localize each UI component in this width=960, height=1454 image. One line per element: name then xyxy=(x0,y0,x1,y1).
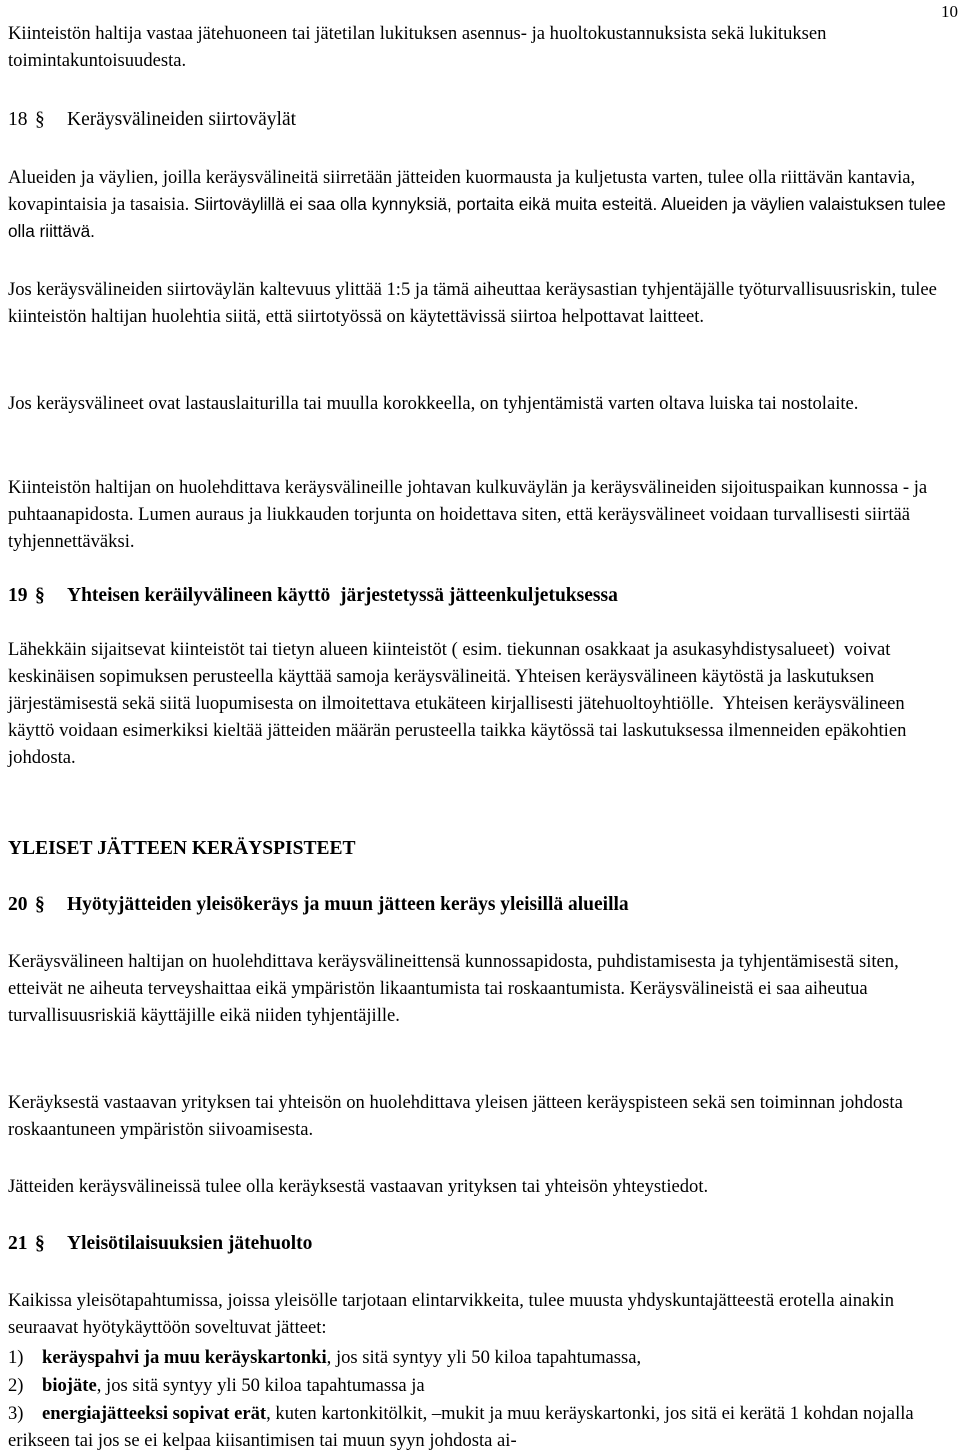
section-19-p1: Lähekkäin sijaitsevat kiinteistöt tai tietyn alueen kiinteistöt ( esim. tiekunnan osakkaat ja asukasyhdistysalueet) voivat keskinäisen sopimuksen perusteella käyttää samoja keräysvälineitä. Yhteisen keräysvälineen käytöstä ja laskutuksen järjestämisestä sekä siitä luopumisesta on ilmoitettava etukäteen kirjallisesti jätehuoltoyhtiölle. Yhteisen keräysvälineen käyttö voidaan esimerkiksi kieltää jätteiden määrän perusteella taikka käytössä tai laskutuksessa ilmenneiden epäkohtien johdosta. xyxy=(8,639,912,768)
section-21-heading xyxy=(8,1230,952,1257)
section-18-number: 18 xyxy=(8,109,28,130)
section-20-heading xyxy=(8,891,952,918)
page-number: 10 xyxy=(941,2,958,21)
section-20-symbol: § xyxy=(35,894,45,915)
section-21-number: 21 xyxy=(8,1233,28,1254)
section-19-paragraph-1 xyxy=(8,636,952,771)
section-18-heading xyxy=(8,106,952,133)
list-item xyxy=(8,1400,952,1454)
list-item xyxy=(8,1344,952,1371)
section-18-paragraph-2 xyxy=(8,276,952,330)
list-item-text: , jos sitä syntyy yli 50 kiloa tapahtumassa ja xyxy=(96,1375,425,1396)
section-19-title: Yhteisen keräilyvälineen käyttö järjestetyssä jätteenkuljetuksessa xyxy=(67,585,618,606)
section-18-p2: Jos keräysvälineiden siirtoväylän kaltevuus ylittää 1:5 ja tämä aiheuttaa keräysastian tyhjentäjälle työturvallisuusriskin, tulee kiinteistön haltijan huolehtia siitä, että siirtotyössä on käytettävissä siirtoa helpottavat laitteet. xyxy=(8,279,937,327)
section-20-p1: Keräysvälineen haltijan on huolehdittava keräysvälineittensä kunnossapidosta, puhdistamisesta ja tyhjentämisestä siten, etteivät ne aiheuta terveyshaittaa eikä ympäristön likaantumista tai roskaantumista. Keräysvälineistä ei saa aiheutua turvallisuusriskiä käyttäjille eikä niiden tyhjentäjille. xyxy=(8,951,899,1026)
list-item-marker: 1) xyxy=(8,1347,24,1368)
section-19-symbol: § xyxy=(35,585,45,606)
list-item-marker: 2) xyxy=(8,1375,24,1396)
section-20-p3: Jätteiden keräysvälineissä tulee olla keräyksestä vastaavan yrityksen tai yhteisön yhteystiedot. xyxy=(8,1176,709,1197)
section-18-p1-sans: Siirtoväylillä ei saa olla kynnyksiä, portaita eikä muita esteitä. Alueiden ja väylien valaistuksen tulee olla riittävä. xyxy=(8,194,946,241)
section-21-symbol: § xyxy=(35,1233,45,1254)
section-21-title: Yleisötilaisuuksien jätehuolto xyxy=(67,1233,313,1254)
list-item-text: , kuten kartonkitölkit, –mukit ja muu keräyskartonki, jos sitä ei kerätä 1 kohdan nojalla erikseen tai jos se ei kelpaa kiisantimisen tai muun syyn johdosta ai- xyxy=(8,1403,914,1451)
section-18-p4: Kiinteistön haltijan on huolehdittava keräysvälineille johtavan kulkuväylän ja keräysvälineiden sijoituspaikan kunnossa - ja puhtaanapidosta. Lumen auraus ja liukkauden torjunta on hoidettava siten, että keräysvälineet voidaan turvallisesti siirtää tyhjennettäväksi. xyxy=(8,477,928,552)
section-19-number: 19 xyxy=(8,585,28,606)
section-19-heading xyxy=(8,582,952,609)
list-item xyxy=(8,1372,952,1399)
section-20-paragraph-3 xyxy=(8,1173,952,1200)
list-item-bold: keräyspahvi ja muu keräyskartonki xyxy=(42,1347,327,1368)
list-item-text: , jos sitä syntyy yli 50 kiloa tapahtumassa, xyxy=(326,1347,642,1368)
section-21-p1: Kaikissa yleisötapahtumissa, joissa yleisölle tarjotaan elintarvikkeita, tulee muusta yhdyskuntajätteestä erotella ainakin seuraavat hyötykäyttöön soveltuvat jätteet: xyxy=(8,1290,895,1338)
section-20-title: Hyötyjätteiden yleisökeräys ja muun jätteen keräys yleisillä alueilla xyxy=(67,894,629,915)
list-item-bold: biojäte xyxy=(42,1375,97,1396)
section-20-paragraph-2 xyxy=(8,1089,952,1143)
section-20-paragraph-1 xyxy=(8,948,952,1029)
section-20-p2: Keräyksestä vastaavan yrityksen tai yhteisön on huolehdittava yleisen jätteen keräyspisteen sekä sen toiminnan johdosta roskaantuneen ympäristön siivoamisesta. xyxy=(8,1092,903,1140)
list-item-bold: energiajätteeksi sopivat erät xyxy=(42,1403,267,1424)
section-20-number: 20 xyxy=(8,894,28,915)
intro-paragraph xyxy=(8,20,952,74)
list-item-marker: 3) xyxy=(8,1403,24,1424)
section-21-paragraph-1 xyxy=(8,1287,952,1341)
section-18-p3: Jos keräysvälineet ovat lastauslaiturilla tai muulla korokkeella, on tyhjentämistä varten oltava luiska tai nostolaite. xyxy=(8,393,859,414)
chapter-title: YLEISET JÄTTEEN KERÄYSPISTEET xyxy=(8,838,356,859)
section-18-paragraph-4 xyxy=(8,474,952,555)
section-18-symbol: § xyxy=(35,109,45,130)
intro-text: Kiinteistön haltija vastaa jätehuoneen tai jätetilan lukituksen asennus- ja huoltokustannuksista sekä lukituksen toimintakuntoisuudesta. xyxy=(8,23,827,71)
section-18-title: Keräysvälineiden siirtoväylät xyxy=(67,109,297,130)
section-18-p1-serif: Alueiden ja väylien, joilla keräysvälineitä siirretään jätteiden kuormausta ja kuljetusta varten, tulee olla riittävän kantavia, kovapintaisia ja tasaisia. xyxy=(8,167,916,215)
section-18-paragraph-3 xyxy=(8,390,952,417)
section-18-paragraph-1 xyxy=(8,164,952,245)
